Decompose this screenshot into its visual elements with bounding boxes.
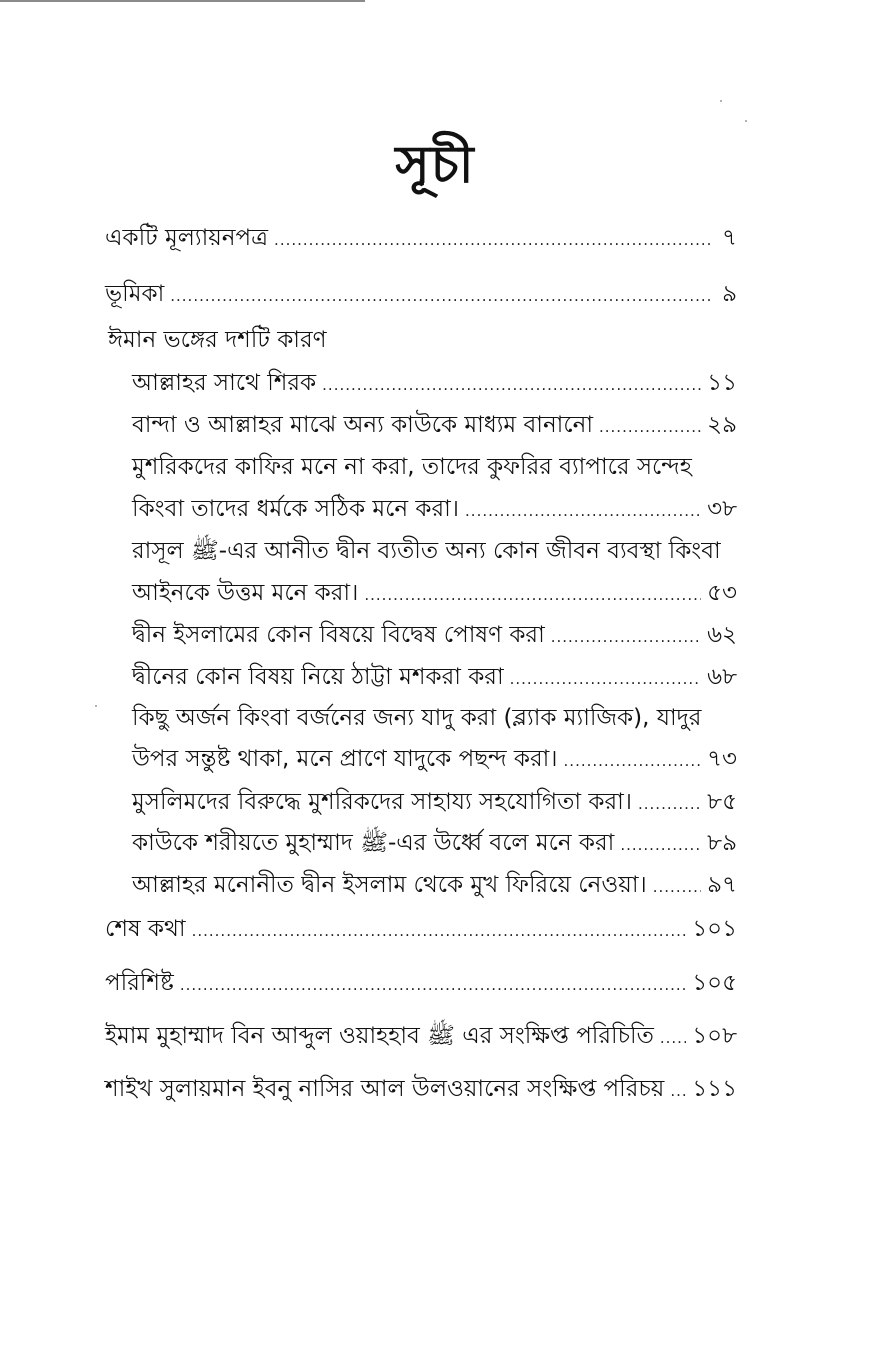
toc-entry-page: ১০৮ bbox=[692, 1023, 737, 1049]
toc-entry-page: ৯ bbox=[722, 281, 737, 307]
toc-entry-page: ২৯ bbox=[707, 412, 737, 438]
scan-edge-line bbox=[0, 0, 365, 2]
dot-leader bbox=[364, 578, 701, 612]
toc-entry-page: ৫৩ bbox=[707, 580, 737, 606]
dot-leader bbox=[620, 828, 701, 862]
toc-entry-introduction bbox=[105, 277, 737, 313]
page-title: সূচী bbox=[395, 135, 475, 195]
dot-leader bbox=[638, 787, 701, 821]
toc-entry-hatred bbox=[132, 618, 737, 654]
dot-leader bbox=[170, 279, 711, 313]
toc-entry-above-shariah bbox=[132, 826, 737, 862]
toc-entry-label: শাইখ সুলায়মান ইবনু নাসির আল উলওয়ানের সংক্ষিপ্ত পরিচয় bbox=[105, 1076, 665, 1102]
toc-entry-shirk bbox=[132, 366, 737, 402]
toc-entry-conclusion bbox=[105, 912, 737, 948]
dot-leader bbox=[599, 410, 701, 444]
toc-entry-label: আইনকে উত্তম মনে করা। bbox=[132, 580, 359, 606]
toc-entry-label: মুসলিমদের বিরুদ্ধে মুশরিকদের সাহায্য সহযোগিতা করা। bbox=[132, 789, 632, 815]
toc-entry-page: ৮৯ bbox=[707, 830, 737, 856]
toc-entry-page: ১১১ bbox=[692, 1076, 737, 1102]
scan-speck bbox=[745, 120, 747, 122]
toc-entry-label: আল্লাহর মনোনীত দ্বীন ইসলাম থেকে মুখ ফিরিয়ে নেওয়া। bbox=[132, 872, 647, 898]
toc-entry-page: ৭ bbox=[722, 225, 737, 251]
toc-entry-page: ৯৭ bbox=[707, 872, 737, 898]
toc-entry-line1: কিছু অর্জন কিংবা বর্জনের জন্য যাদু করা (ব্ল্যাক ম্যাজিক), যাদুর bbox=[132, 705, 702, 731]
dot-leader bbox=[274, 223, 711, 257]
toc-entry-page: ৩৮ bbox=[707, 496, 737, 522]
dot-leader bbox=[465, 494, 701, 528]
toc-entry-shaikh-biography bbox=[105, 1072, 737, 1108]
toc-entry-label: দ্বীন ইসলামের কোন বিষয়ে বিদ্বেষ পোষণ করা bbox=[132, 622, 545, 648]
dot-leader bbox=[180, 968, 686, 1002]
toc-entry-line1: রাসূল ﷺ-এর আনীত দ্বীন ব্যতীত অন্য কোন জীবন ব্যবস্থা কিংবা bbox=[132, 538, 721, 564]
dot-leader bbox=[192, 914, 687, 948]
toc-entry-line1: মুশরিকদের কাফির মনে না করা, তাদের কুফরির ব্যাপারে সন্দেহ bbox=[132, 454, 692, 480]
toc-entry-label: দ্বীনের কোন বিষয় নিয়ে ঠাট্টা মশকরা করা bbox=[132, 664, 504, 690]
toc-entry-page: ৬৮ bbox=[707, 664, 737, 690]
toc-entry-imam-biography bbox=[105, 1019, 737, 1055]
toc-entry-appendix bbox=[105, 966, 737, 1002]
scan-speck bbox=[720, 100, 722, 102]
toc-entry-page: ১০৫ bbox=[692, 970, 737, 996]
toc-entry-label: একটি মূল্যায়নপত্র bbox=[105, 225, 269, 251]
toc-entry-label: উপর সন্তুষ্ট থাকা, মনে প্রাণে যাদুকে পছন্দ করা। bbox=[132, 746, 558, 772]
dot-leader bbox=[653, 870, 701, 904]
toc-entry-page: ৬২ bbox=[707, 622, 737, 648]
toc-entry-page: ১১ bbox=[707, 370, 737, 396]
toc-entry-label: আল্লাহর সাথে শিরক bbox=[132, 370, 317, 396]
toc-entry-turning-away bbox=[132, 868, 737, 904]
toc-entry-magic bbox=[132, 742, 737, 778]
toc-entry-label: পরিশিষ্ট bbox=[105, 970, 174, 996]
toc-entry-intermediary bbox=[132, 408, 737, 444]
dot-leader bbox=[564, 744, 702, 778]
toc-entry-label: কিংবা তাদের ধর্মকে সঠিক মনে করা। bbox=[132, 496, 460, 522]
toc-entry-label: শেষ কথা bbox=[105, 916, 186, 942]
toc-entry-label: ইমাম মুহাম্মাদ বিন আব্দুল ওয়াহহাব ﷺ এর সংক্ষিপ্ত পরিচিতি bbox=[105, 1023, 654, 1049]
toc-entry-other-system bbox=[132, 576, 737, 612]
toc-entry-label: ভূমিকা bbox=[105, 281, 165, 307]
toc-entry-disbelievers bbox=[132, 492, 737, 528]
toc-entry-helping-polytheists bbox=[132, 785, 737, 821]
toc-entry-mockery bbox=[132, 660, 737, 696]
toc-section-heading: ঈমান ভঙ্গের দশটি কারণ bbox=[108, 327, 327, 353]
dot-leader bbox=[551, 620, 701, 654]
dot-leader bbox=[322, 368, 701, 402]
scan-speck bbox=[95, 705, 97, 707]
toc-entry-label: বান্দা ও আল্লাহর মাঝে অন্য কাউকে মাধ্যম বানানো bbox=[132, 412, 593, 438]
toc-entry-page: ৭৩ bbox=[707, 746, 737, 772]
dot-leader bbox=[660, 1021, 686, 1055]
toc-entry-page: ১০১ bbox=[692, 916, 737, 942]
toc-entry-evaluation bbox=[105, 221, 737, 257]
toc-entry-page: ৮৫ bbox=[707, 789, 737, 815]
dot-leader bbox=[670, 1074, 686, 1108]
dot-leader bbox=[510, 662, 702, 696]
toc-entry-label: কাউকে শরীয়তে মুহাম্মাদ ﷺ-এর উর্ধ্বে বলে মনে করা bbox=[132, 830, 615, 856]
